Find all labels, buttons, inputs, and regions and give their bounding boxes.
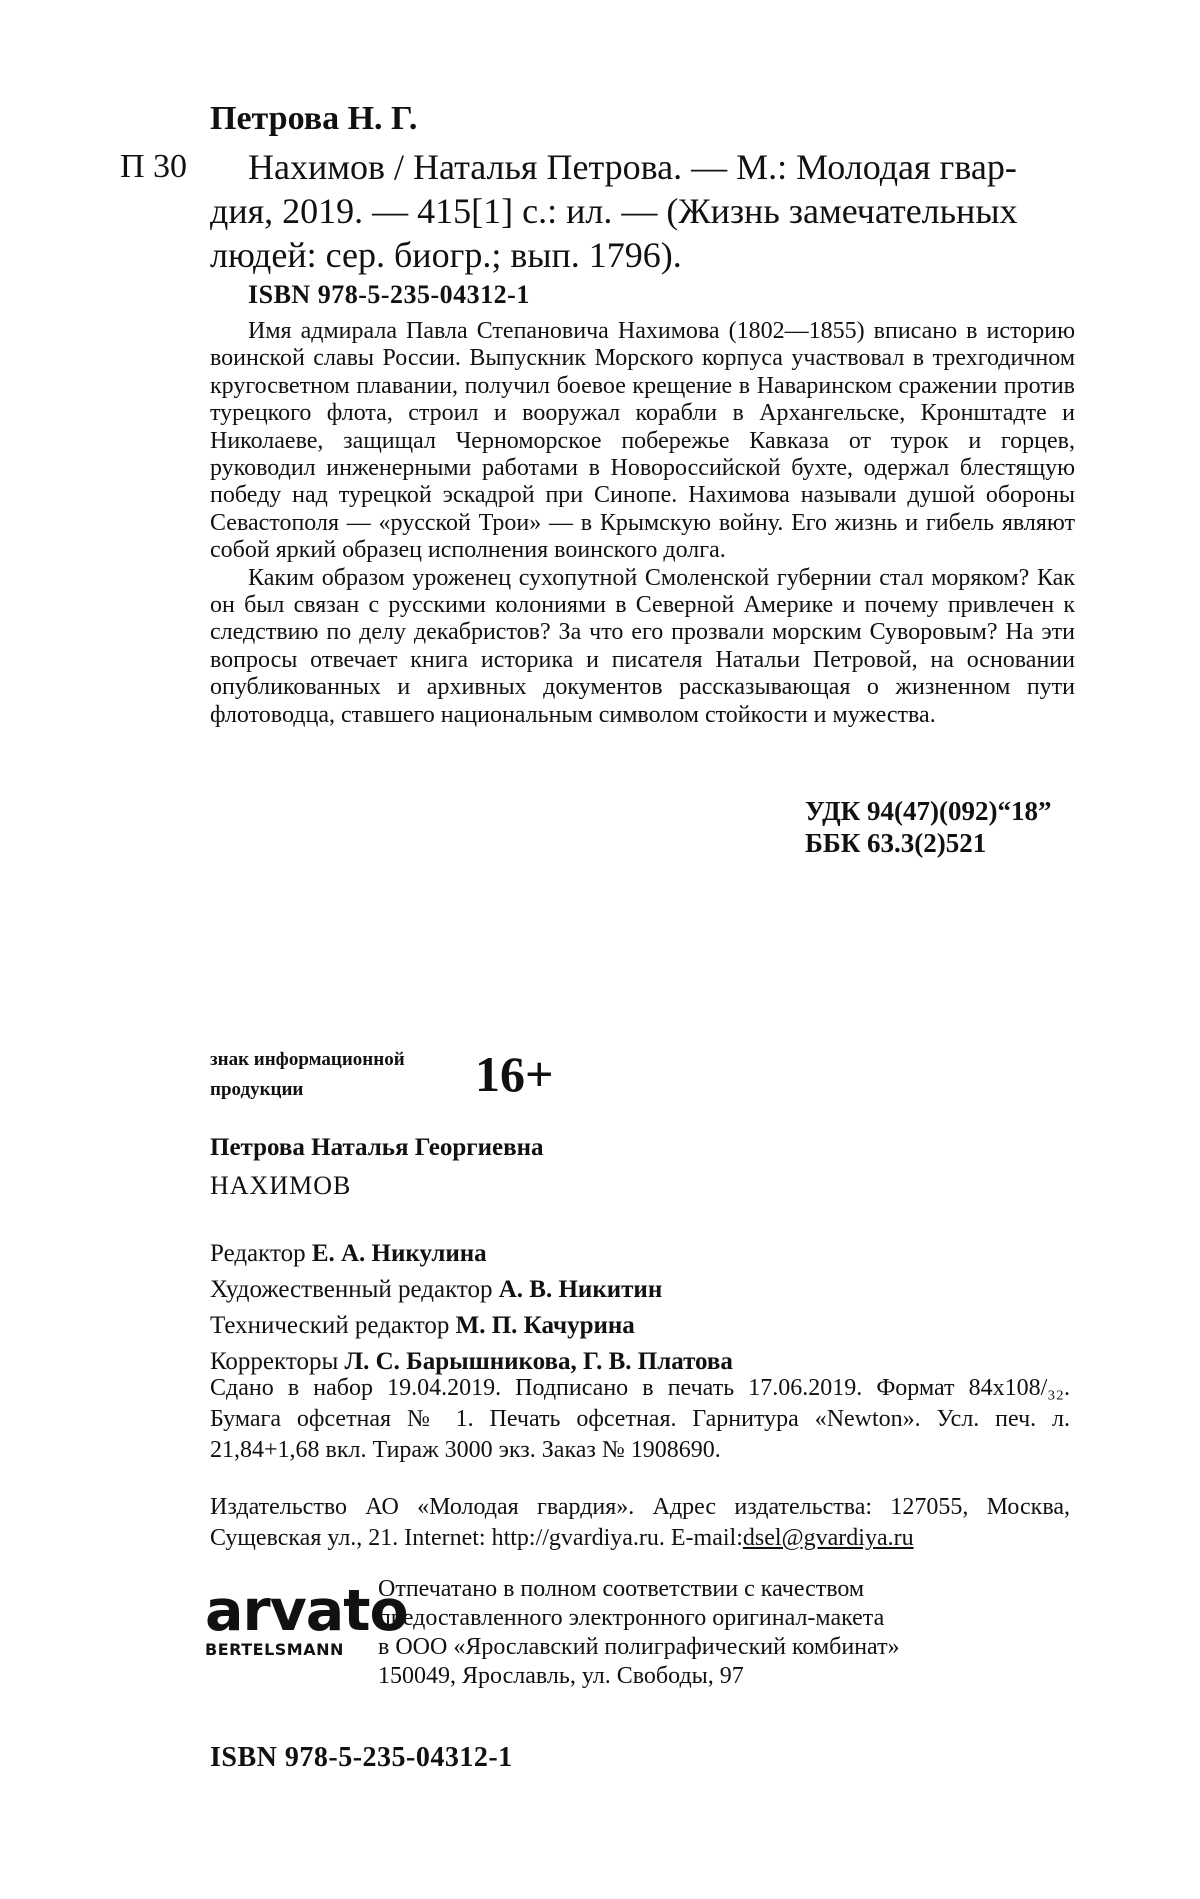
publisher-email-link[interactable]: dsel@gvardiya.ru bbox=[742, 1525, 914, 1551]
catalog-code: П 30 bbox=[120, 148, 188, 185]
credits-block bbox=[210, 1130, 1090, 1380]
book-title: НАХИМОВ bbox=[210, 1171, 352, 1200]
printer-line: 150049, Ярославль, ул. Свободы, 97 bbox=[378, 1663, 744, 1689]
staff-person: Л. С. Барышникова, Г. В. Платова bbox=[344, 1348, 733, 1375]
publisher-address: Издательство АО «Молодая гвардия». Адрес издательства: 127055, Москва, Сущевская ул., 21. Internet: http://gvardiya.ru. E-mail: bbox=[210, 1494, 1070, 1551]
age-caption-line: продукции bbox=[210, 1079, 304, 1100]
classification-codes bbox=[805, 795, 1051, 859]
author-full-name: Петрова Наталья Георгиевна bbox=[210, 1134, 544, 1161]
printing-info-text: Сдано в набор 19.04.2019. Подписано в печать 17.06.2019. Формат 84x108/₃₂. Бумага офсетная № 1. Печать офсетная. Гарнитура «Newton». Усл. печ. л. 21,84+1,68 вкл. Тираж 3000 экз. Заказ № 1908690. bbox=[210, 1375, 1070, 1463]
staff-person: М. П. Качурина bbox=[455, 1312, 635, 1339]
bertelsmann-logo-text: BERTELSMANN bbox=[205, 1640, 344, 1659]
age-rating-caption bbox=[210, 1045, 405, 1105]
printer-line: в ООО «Ярославский полиграфический комбинат» bbox=[378, 1634, 900, 1660]
biblio-line: Нахимов / Наталья Петрова. — М.: Молодая гвар- bbox=[248, 147, 1017, 187]
printer-line: Отпечатано в полном соответствии с качеством bbox=[378, 1576, 865, 1602]
bibliographic-description bbox=[210, 145, 1075, 277]
staff-line bbox=[210, 1236, 1090, 1272]
isbn-bottom: ISBN 978-5-235-04312-1 bbox=[210, 1742, 513, 1773]
publisher-text bbox=[210, 1492, 1070, 1554]
staff-role: Корректоры bbox=[210, 1348, 345, 1375]
abstract bbox=[210, 318, 1075, 729]
udk-code: УДК 94(47)(092)“18” bbox=[805, 796, 1052, 826]
publisher-info bbox=[210, 1492, 1070, 1554]
editorial-staff bbox=[210, 1236, 1090, 1380]
abstract-paragraph-1: Имя адмирала Павла Степановича Нахимова (1802—1855) вписано в историю воинской славы России. Выпускник Морского корпуса участвовал в трехгодичном кругосветном плавании, получил боевое крещение в Наваринском сражении против турецкого флота, строил и вооружал корабли в Архангельске, Кронштадте и Николаеве, защищал Черноморское побережье Кавказа от турок и горцев, руководил инженерными работами в Новороссийской бухте, одержал блестящую победу над турецкой эскадрой при Синопе. Нахимова называли душой обороны Севастополя — «русской Трои» — в Крымскую войну. Его жизнь и гибель являют собой яркий образец исполнения воинского долга. bbox=[210, 318, 1075, 564]
biblio-line: людей: сер. биогр.; вып. 1796). bbox=[210, 235, 682, 275]
staff-role: Редактор bbox=[210, 1240, 312, 1267]
staff-person: Е. А. Никулина bbox=[311, 1240, 487, 1267]
staff-role: Технический редактор bbox=[210, 1312, 456, 1339]
isbn-top: ISBN 978-5-235-04312-1 bbox=[248, 280, 530, 309]
printer-info bbox=[378, 1575, 1078, 1691]
printing-info bbox=[210, 1373, 1070, 1466]
biblio-line: дия, 2019. — 415[1] с.: ил. — (Жизнь замечательных bbox=[210, 191, 1018, 231]
age-caption-line: знак информационной bbox=[210, 1049, 405, 1070]
printer-line: предоставленного электронного оригинал-макета bbox=[378, 1605, 885, 1631]
staff-line bbox=[210, 1308, 1090, 1344]
abstract-paragraph-2: Каким образом уроженец сухопутной Смоленской губернии стал моряком? Как он был связан с русскими колониями в Северной Америке и почему привлечен к следствию по делу декабристов? За что его прозвали морским Суворовым? На эти вопросы отвечает книга историка и писателя Натальи Петровой, на основании опубликованных и архивных документов рассказывающая о жизненном пути флотоводца, ставшего национальным символом стойкости и мужества. bbox=[210, 564, 1075, 728]
age-rating-mark: 16+ bbox=[475, 1046, 554, 1102]
author-heading: Петрова Н. Г. bbox=[210, 100, 418, 137]
arvato-logo-text: arvato bbox=[205, 1578, 408, 1644]
staff-person: А. В. Никитин bbox=[498, 1276, 663, 1303]
staff-line bbox=[210, 1272, 1090, 1308]
bbk-code: ББК 63.3(2)521 bbox=[805, 828, 987, 858]
staff-role: Художественный редактор bbox=[210, 1276, 499, 1303]
